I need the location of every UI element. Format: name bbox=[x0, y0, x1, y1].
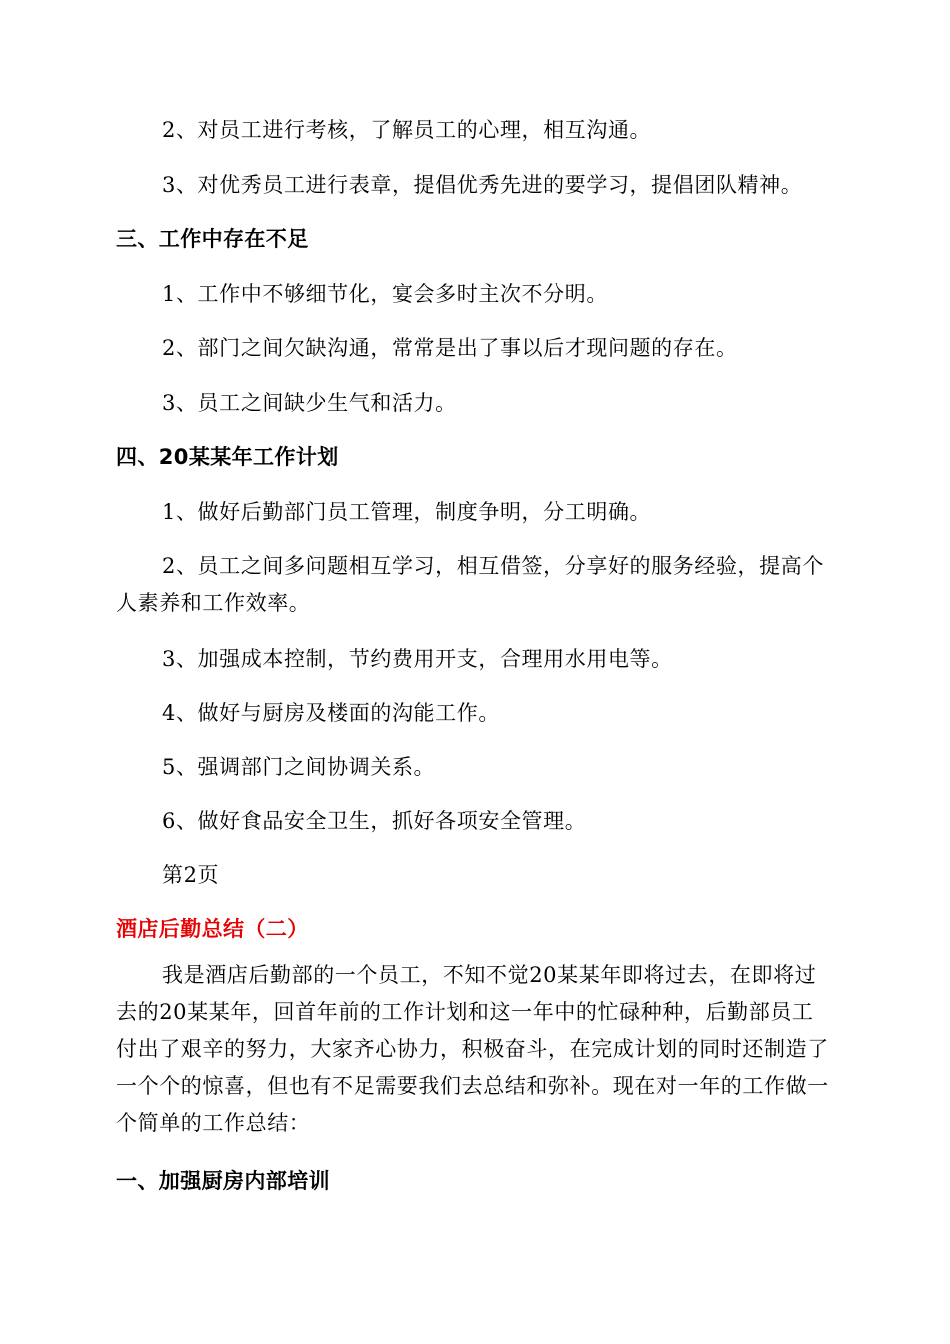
work-plan-item-1: 1、做好后勤部门员工管理，制度争明，分工明确。 bbox=[162, 500, 652, 524]
section-heading-kitchen-training: 一、加强厨房内部培训 bbox=[116, 1169, 330, 1193]
page-marker: 第2页 bbox=[162, 863, 220, 887]
shortcoming-item-3: 3、员工之间缺少生气和活力。 bbox=[162, 391, 457, 415]
section-heading-shortcomings: 三、工作中存在不足 bbox=[116, 227, 309, 251]
work-plan-item-4: 4、做好与厨房及楼面的沟能工作。 bbox=[162, 701, 500, 725]
section-heading-work-plan: 四、20某某年工作计划 bbox=[116, 445, 339, 469]
article-intro-paragraph: 我是酒店后勤部的一个员工，不知不觉20某某年即将过去，在即将过去的20某某年，回首年前的工作计划和这一年中的忙碌种种，后勤部员工付出了艰辛的努力，大家齐心协力，积极奋斗，在完成计划的同时还制造了一个个的惊喜，但也有不足需要我们去总结和弥补。现在对一年的工作做一个简单的工作总结： bbox=[116, 963, 829, 1135]
plan-item-3: 3、对优秀员工进行表章，提倡优秀先进的要学习，提倡团队精神。 bbox=[162, 173, 803, 197]
shortcoming-item-1: 1、工作中不够细节化，宴会多时主次不分明。 bbox=[162, 282, 608, 306]
work-plan-item-5: 5、强调部门之间协调关系。 bbox=[162, 755, 436, 779]
shortcoming-item-2: 2、部门之间欠缺沟通，常常是出了事以后才现问题的存在。 bbox=[162, 336, 738, 360]
work-plan-item-3: 3、加强成本控制，节约费用开支，合理用水用电等。 bbox=[162, 647, 673, 671]
work-plan-item-6: 6、做好食品安全卫生，抓好各项安全管理。 bbox=[162, 809, 587, 833]
work-plan-item-2: 2、员工之间多问题相互学习，相互借签，分享好的服务经验，提高个人素养和工作效率。 bbox=[116, 554, 824, 615]
plan-item-2: 2、对员工进行考核，了解员工的心理，相互沟通。 bbox=[162, 118, 652, 142]
article-title: 酒店后勤总结（二） bbox=[116, 917, 309, 941]
